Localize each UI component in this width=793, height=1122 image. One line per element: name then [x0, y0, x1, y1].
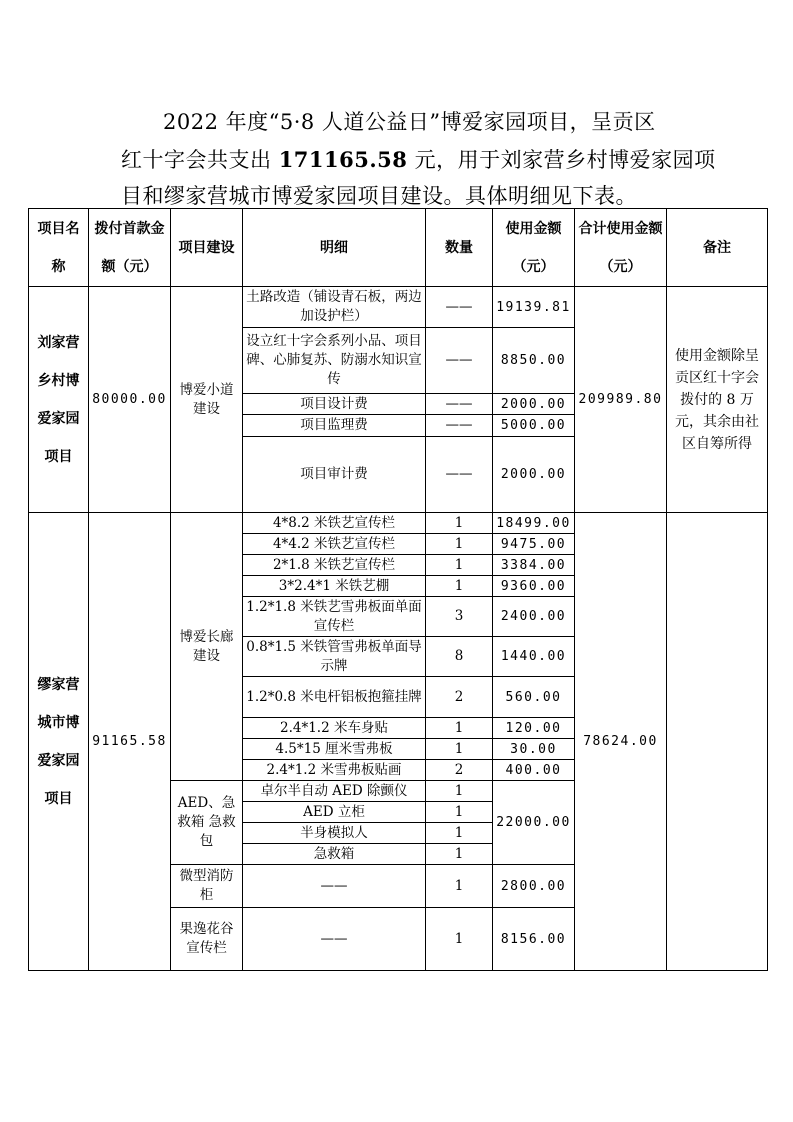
section2-total: 78624.00	[575, 513, 667, 971]
intro-line-1: 2022 年度“5·8 人道公益日”博爱家园项目，呈贡区	[163, 110, 656, 134]
section1-remark: 使用金额除呈贡区红十字会拨付的 8 万元，其余由社区自筹所得	[667, 287, 768, 513]
detail-cell: 土路改造（铺设青石板，两边加设护栏）	[243, 287, 426, 328]
qty-cell: 3	[426, 597, 493, 637]
qty-cell: 1	[426, 739, 493, 760]
header-qty: 数量	[426, 209, 493, 287]
used-cell: 3384.00	[493, 555, 575, 576]
qty-cell: 2	[426, 760, 493, 781]
section1-construction: 博爱小道建设	[171, 287, 243, 513]
header-remark: 备注	[667, 209, 768, 287]
table-row	[29, 513, 768, 534]
header-detail: 明细	[243, 209, 426, 287]
detail-cell: 1.2*0.8 米电杆铝板抱箍挂牌	[243, 677, 426, 718]
detail-cell: 0.8*1.5 米铁管雪弗板单面导示牌	[243, 637, 426, 677]
detail-cell: 2.4*1.2 米雪弗板贴画	[243, 760, 426, 781]
intro-line-2-pre: 红十字会共支出	[121, 148, 279, 172]
expense-detail-table	[28, 208, 768, 971]
detail-cell: 设立红十字会系列小品、项目碑、心肺复苏、防溺水知识宣传	[243, 328, 426, 394]
section2-project: 缪家营城市博爱家园项目	[29, 513, 89, 971]
detail-cell: 2*1.8 米铁艺宣传栏	[243, 555, 426, 576]
qty-cell: 1	[426, 576, 493, 597]
detail-cell: 1.2*1.8 米铁艺雪弗板面单面宣传栏	[243, 597, 426, 637]
board-construction: 果逸花谷宣传栏	[171, 908, 243, 971]
header-used: 使用金额（元）	[493, 209, 575, 287]
corridor-construction: 博爱长廊建设	[171, 513, 243, 781]
detail-cell: 卓尔半自动 AED 除颤仪	[243, 781, 426, 802]
detail-cell: 4*8.2 米铁艺宣传栏	[243, 513, 426, 534]
detail-cell: 4*4.2 米铁艺宣传栏	[243, 534, 426, 555]
used-cell: 2000.00	[493, 437, 575, 513]
section2-remark	[667, 513, 768, 971]
used-cell: 19139.81	[493, 287, 575, 328]
qty-cell: 1	[426, 555, 493, 576]
used-cell: 8850.00	[493, 328, 575, 394]
qty-cell: 1	[426, 781, 493, 802]
detail-cell: 半身模拟人	[243, 823, 426, 844]
used-cell: 2400.00	[493, 597, 575, 637]
section1-project: 刘家营乡村博爱家园项目	[29, 287, 89, 513]
used-cell: 2000.00	[493, 394, 575, 415]
intro-line-2-post: 元，用于刘家营乡村博爱家园项	[407, 148, 716, 172]
used-cell: 30.00	[493, 739, 575, 760]
detail-cell: 项目设计费	[243, 394, 426, 415]
detail-cell: 4.5*15 厘米雪弗板	[243, 739, 426, 760]
detail-cell: 急救箱	[243, 844, 426, 865]
qty-cell: 1	[426, 534, 493, 555]
used-cell: 120.00	[493, 718, 575, 739]
qty-cell: ——	[426, 394, 493, 415]
header-project: 项目名称	[29, 209, 89, 287]
header-first-amount: 拨付首款金额（元）	[89, 209, 171, 287]
qty-cell: ——	[426, 287, 493, 328]
qty-cell: 8	[426, 637, 493, 677]
used-cell: 2800.00	[493, 865, 575, 908]
qty-cell: ——	[426, 437, 493, 513]
detail-cell: ——	[243, 865, 426, 908]
intro-line-2	[121, 144, 716, 174]
detail-cell: 项目审计费	[243, 437, 426, 513]
qty-cell: ——	[426, 328, 493, 394]
used-cell: 400.00	[493, 760, 575, 781]
used-cell: 8156.00	[493, 908, 575, 971]
qty-cell: 1	[426, 908, 493, 971]
table-header-row	[29, 209, 768, 287]
qty-cell: 1	[426, 802, 493, 823]
qty-cell: 1	[426, 844, 493, 865]
qty-cell: ——	[426, 415, 493, 437]
detail-cell: 2.4*1.2 米车身贴	[243, 718, 426, 739]
section1-total: 209989.80	[575, 287, 667, 513]
detail-cell: 3*2.4*1 米铁艺棚	[243, 576, 426, 597]
section1-first-amount: 80000.00	[89, 287, 171, 513]
total-expenditure-amount: 171165.58	[278, 147, 408, 172]
section2-first-amount: 91165.58	[89, 513, 171, 971]
aed-used: 22000.00	[493, 781, 575, 865]
qty-cell: 1	[426, 823, 493, 844]
used-cell: 9475.00	[493, 534, 575, 555]
used-cell: 560.00	[493, 677, 575, 718]
detail-cell: AED 立柜	[243, 802, 426, 823]
aed-construction: AED、急救箱 急救包	[171, 781, 243, 865]
qty-cell: 1	[426, 718, 493, 739]
intro-line-3: 目和缪家营城市博爱家园项目建设。具体明细见下表。	[121, 184, 637, 208]
used-cell: 5000.00	[493, 415, 575, 437]
used-cell: 18499.00	[493, 513, 575, 534]
detail-cell: 项目监理费	[243, 415, 426, 437]
header-total: 合计使用金额（元）	[575, 209, 667, 287]
header-construction: 项目建设	[171, 209, 243, 287]
fire-construction: 微型消防柜	[171, 865, 243, 908]
qty-cell: 1	[426, 513, 493, 534]
table-row	[29, 287, 768, 328]
used-cell: 9360.00	[493, 576, 575, 597]
qty-cell: 2	[426, 677, 493, 718]
qty-cell: 1	[426, 865, 493, 908]
used-cell: 1440.00	[493, 637, 575, 677]
detail-cell: ——	[243, 908, 426, 971]
